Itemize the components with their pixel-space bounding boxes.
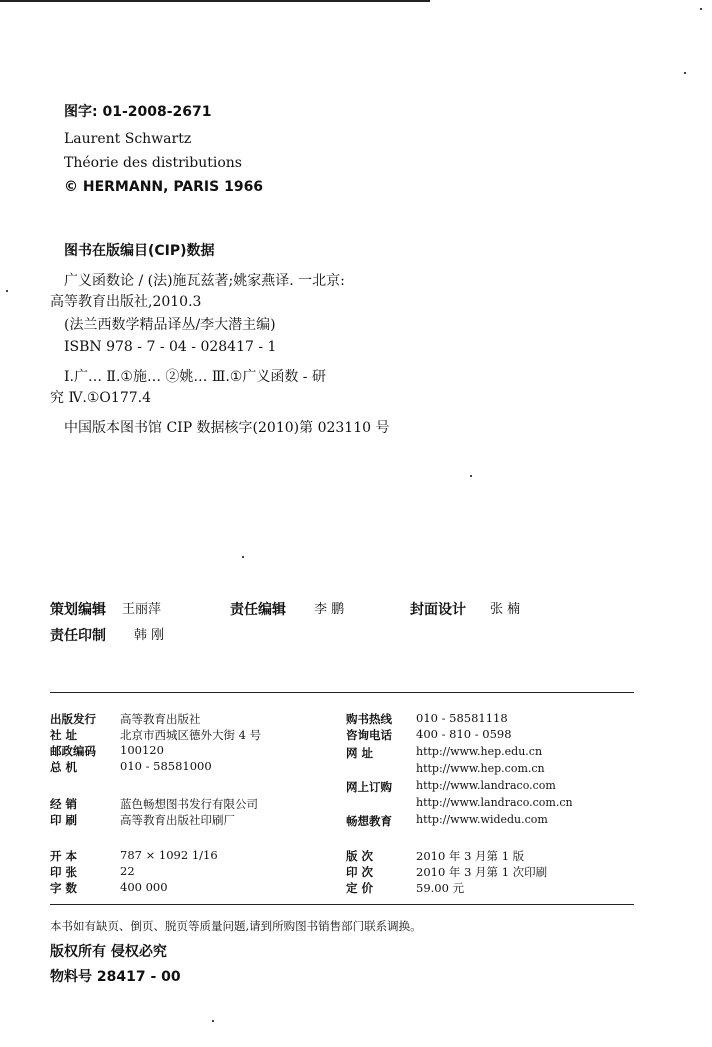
cip-series: (法兰西数学精品译丛/李大潜主编): [64, 317, 276, 333]
website-url[interactable]: http://www.hep.com.cn: [416, 762, 545, 775]
cip-classification-1: Ⅰ.广… Ⅱ.①施… ②姚… Ⅲ.①广义函数 - 研: [64, 369, 326, 385]
website-url[interactable]: http://www.widedu.com: [416, 813, 548, 826]
info-value: 100120: [120, 743, 164, 757]
cover-design-label: 封面设计: [410, 602, 466, 618]
cip-isbn: ISBN 978 - 7 - 04 - 028417 - 1: [64, 339, 277, 355]
contract-number: 图字: 01-2008-2671: [64, 104, 212, 120]
planning-editor-label: 策划编辑: [50, 602, 106, 618]
cip-classification-2: 究 Ⅳ.①O177.4: [50, 390, 151, 406]
scan-speck: [6, 290, 8, 292]
scan-speck: [242, 556, 244, 558]
info-value: 400 - 810 - 0598: [416, 727, 512, 741]
info-label: 网 址: [346, 746, 374, 760]
website-url[interactable]: http://www.hep.edu.cn: [416, 745, 543, 758]
info-value: 010 - 58581000: [120, 759, 212, 773]
info-label: 网上订购: [346, 780, 392, 794]
spec-label: 印 次: [346, 865, 374, 879]
cip-line-1: 广义函数论 / (法)施瓦兹著;姚家燕译. 一北京:: [64, 273, 345, 289]
spec-label: 开 本: [50, 849, 78, 863]
scan-speck: [700, 8, 702, 10]
quality-notice: 本书如有缺页、倒页、脱页等质量问题,请到所购图书销售部门联系调换。: [50, 919, 422, 933]
info-label: 印 刷: [50, 813, 78, 827]
website-url[interactable]: http://www.landraco.com.cn: [416, 796, 573, 809]
responsible-editor-label: 责任编辑: [230, 602, 286, 618]
info-value: 高等教育出版社: [120, 712, 201, 726]
info-label: 总 机: [50, 760, 78, 774]
info-label: 经 销: [50, 797, 78, 811]
print-supervisor-name: 韩 刚: [134, 628, 165, 643]
info-value: 010 - 58581118: [416, 711, 508, 725]
print-supervisor-label: 责任印制: [50, 628, 106, 644]
spec-value: 2010 年 3 月第 1 次印刷: [416, 865, 548, 879]
scan-speck: [212, 1020, 214, 1022]
spec-label: 印 张: [50, 865, 78, 879]
info-label: 邮政编码: [50, 744, 96, 758]
spec-value: 2010 年 3 月第 1 版: [416, 849, 525, 863]
spec-label: 版 次: [346, 849, 374, 863]
cip-heading: 图书在版编目(CIP)数据: [64, 243, 215, 259]
spec-label: 定 价: [346, 881, 374, 895]
info-label: 出版发行: [50, 712, 96, 726]
spec-value: 22: [120, 864, 135, 878]
planning-editor-name: 王丽萍: [122, 602, 162, 617]
responsible-editor-name: 李 鹏: [314, 602, 345, 617]
spec-value: 59.00 元: [416, 881, 465, 895]
copyright-notice: © HERMANN, PARIS 1966: [64, 179, 264, 195]
info-value: 高等教育出版社印刷厂: [120, 813, 235, 827]
scan-speck: [684, 72, 686, 74]
cip-verification: 中国版本图书馆 CIP 数据核字(2010)第 023110 号: [64, 420, 390, 436]
info-label: 购书热线: [346, 712, 392, 726]
divider-bottom: [50, 904, 634, 905]
info-label: 畅想教育: [346, 814, 392, 828]
rights-notice: 版权所有 侵权必究: [50, 944, 167, 960]
spec-value: 400 000: [120, 880, 168, 894]
cover-design-name: 张 楠: [490, 602, 521, 617]
divider-top: [50, 692, 634, 693]
website-url[interactable]: http://www.landraco.com: [416, 779, 556, 792]
original-author: Laurent Schwartz: [64, 131, 192, 147]
original-title: Théorie des distributions: [64, 155, 242, 171]
cip-line-2: 高等教育出版社,2010.3: [50, 294, 202, 310]
info-label: 社 址: [50, 728, 78, 742]
info-label: 咨询电话: [346, 728, 392, 742]
material-number: 物料号 28417 - 00: [50, 969, 181, 985]
info-value: 北京市西城区德外大街 4 号: [120, 728, 262, 742]
spec-label: 字 数: [50, 881, 78, 895]
scan-speck: [470, 475, 472, 477]
info-value: 蓝色畅想图书发行有限公司: [120, 797, 258, 811]
spec-value: 787 × 1092 1/16: [120, 848, 218, 862]
scan-edge-line: [0, 0, 430, 2]
